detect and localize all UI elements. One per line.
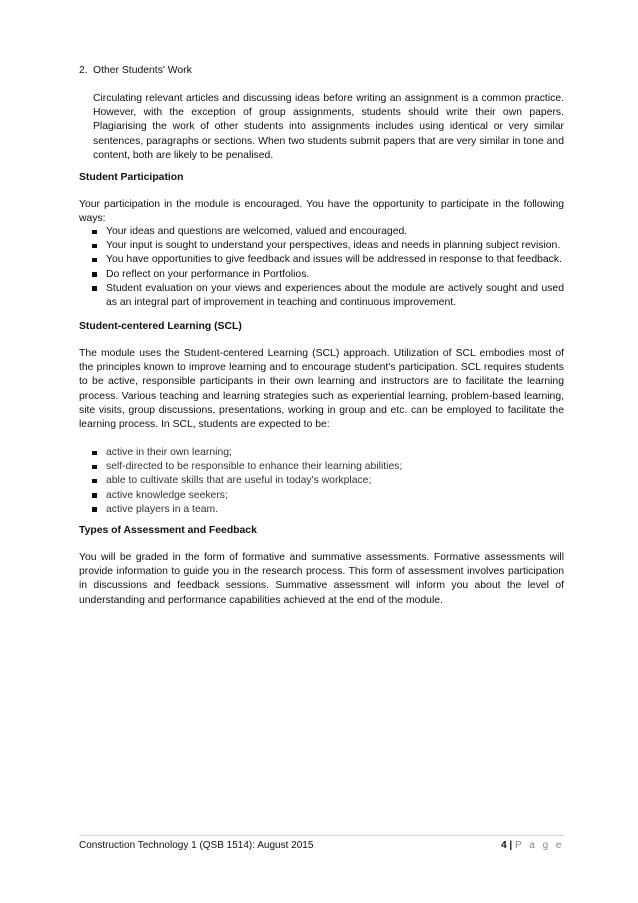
- page-footer: [79, 840, 564, 851]
- section-paragraph: Circulating relevant articles and discussing ideas before writing an assignment is a common practice. However, with the exception of group assignments, students should write their own papers. Plagiarising the work of other students into assignments includes using identical or very similar sentences, paragraphs or sections. When two students submit papers that are very similar in tone and content, both are likely to be penalised.: [93, 93, 564, 161]
- scl-paragraph: The module uses the Student-centered Learning (SCL) approach. Utilization of SCL embodies most of the principles known to improve learning and to encourage student's participation. SCL requires students to be active, responsible participants in their own learning and instructors are to facilitate the learning process. Various teaching and learning strategies such as experiential learning, problem-based learning, site visits, group discussions, presentations, working in group and etc. can be employed to facilitate the learning process. In SCL, students are expected to be:: [79, 348, 564, 431]
- section-heading: [79, 64, 564, 78]
- list-item: Your input is sought to understand your perspectives, ideas and needs in planning subject revision.: [92, 239, 564, 253]
- assessment-paragraph: You will be graded in the form of formative and summative assessments. Formative assessments will provide information to guide you in the research process. This form of assessment involves participation in discussions and feedback sessions. Summative assessment will inform you about the level of understanding and performance capabilities achieved at the end of the module.: [79, 552, 564, 606]
- list-item: self-directed to be responsible to enhance their learning abilities;: [92, 460, 564, 474]
- footer-divider: [79, 835, 564, 836]
- list-item: active players in a team.: [92, 503, 564, 517]
- section-title: Other Students' Work: [93, 65, 192, 76]
- list-item: You have opportunities to give feedback and issues will be addressed in response to that feedback.: [92, 253, 564, 267]
- list-item: Student evaluation on your views and experiences about the module are actively sought and used as an integral part of improvement in teaching and continuous improvement.: [92, 282, 564, 310]
- heading-student-participation: Student Participation: [79, 172, 184, 183]
- list-item: able to cultivate skills that are useful in today's workplace;: [92, 474, 564, 488]
- section-other-students-work: [79, 64, 564, 163]
- list-item: Your ideas and questions are welcomed, valued and encouraged.: [92, 225, 564, 239]
- heading-scl: Student-centered Learning (SCL): [79, 321, 242, 332]
- footer-page-label: [501, 840, 564, 851]
- page-number: 4 |: [501, 840, 513, 851]
- section-number: 2.: [79, 65, 88, 76]
- list-item: active knowledge seekers;: [92, 489, 564, 503]
- participation-intro: Your participation in the module is encouraged. You have the opportunity to participate in the following ways:: [79, 199, 564, 225]
- footer-course-title: Construction Technology 1 (QSB 1514): August 2015: [79, 840, 314, 851]
- scl-list: [92, 446, 564, 517]
- heading-assessment: Types of Assessment and Feedback: [79, 525, 257, 536]
- list-item: active in their own learning;: [92, 446, 564, 460]
- list-item: Do reflect on your performance in Portfolios.: [92, 268, 564, 282]
- page-word: P a g e: [514, 840, 564, 851]
- participation-list: [92, 225, 564, 310]
